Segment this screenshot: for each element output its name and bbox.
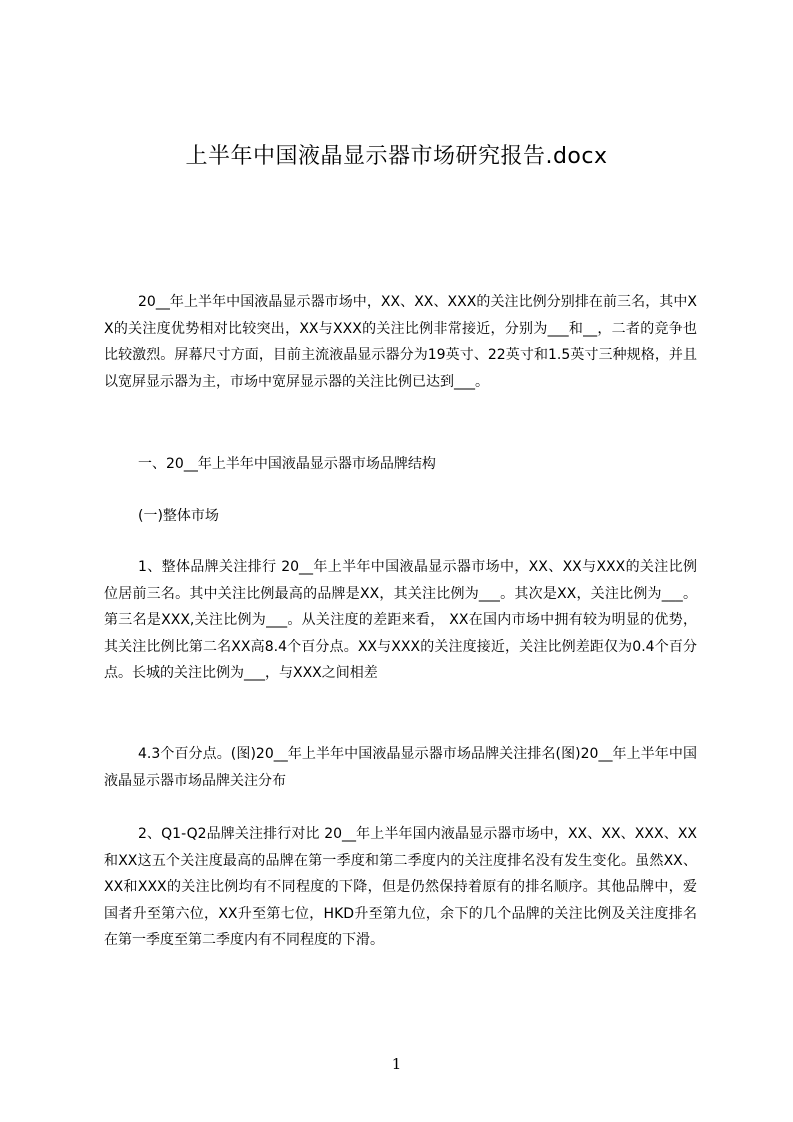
section-heading: 一、20__年上半年中国液晶显示器市场品牌结构 <box>138 456 436 472</box>
figure-caption-paragraph: 4.3个百分点。(图)20__年上半年中国液晶显示器市场品牌关注排名(图)20__年上半年中国液晶显示器市场品牌关注分布 <box>104 746 697 789</box>
brand-ranking-paragraph: 1、整体品牌关注排行 20__年上半年中国液晶显示器市场中，XX、XX与XXX的关注比例位居前三名。其中关注比例最高的品牌是XX，其关注比例为___。其次是XX，关注比例为___。第三名是XXX,关注比例为___。从关注度的差距来看， XX在国内市场中拥有较为明显的优势，其关注比例比第二名XX高8.4个百分点。XX与XXX的关注度接近，关注比例差距仅为0.4个百分点。长城的关注比例为___，与XXX之间相差 <box>104 559 697 681</box>
page-number: 1 <box>391 1055 402 1073</box>
quarter-comparison-paragraph: 2、Q1-Q2品牌关注排行对比 20__年上半年国内液晶显示器市场中，XX、XX、XXX、XX和XX这五个关注度最高的品牌在第一季度和第二季度内的关注度排名没有发生变化。虽然XX、XX和XXX的关注比例均有不同程度的下降，但是仍然保持着原有的排名顺序。其他品牌中，爱国者升至第六位，XX升至第七位，HKD升至第九位，余下的几个品牌的关注比例及关注度排名在第一季度至第二季度内有不同程度的下滑。 <box>104 826 697 948</box>
document-title: 上半年中国液晶显示器市场研究报告.docx <box>185 144 608 169</box>
subsection-heading: (一)整体市场 <box>138 508 219 524</box>
intro-paragraph: 20__年上半年中国液晶显示器市场中，XX、XX、XXX的关注比例分别排在前三名，其中XX的关注度优势相对比较突出，XX与XXX的关注比例非常接近，分别为___和__，二者的竞争也比较激烈。屏幕尺寸方面，目前主流液晶显示器分为19英寸、22英寸和1.5英寸三种规格，并且以宽屏显示器为主，市场中宽屏显示器的关注比例已达到___。 <box>104 294 697 390</box>
